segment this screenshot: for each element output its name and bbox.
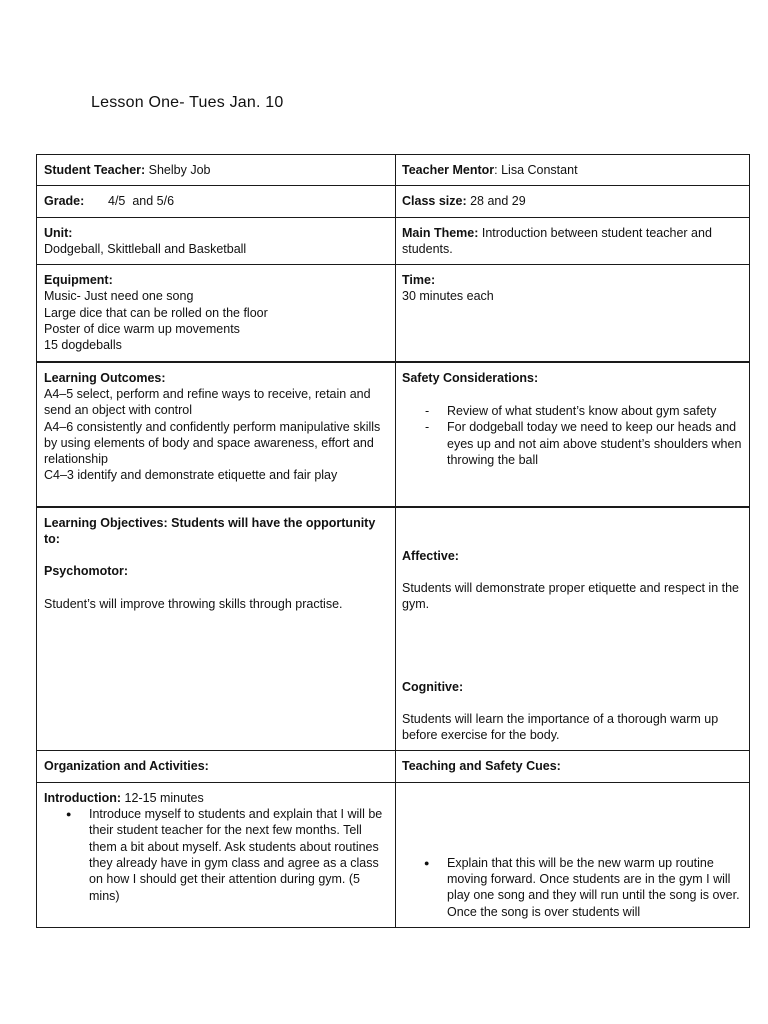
grade-value: 4/5 and 5/6 — [108, 194, 175, 209]
safety-list — [402, 403, 742, 468]
lesson-plan-table — [36, 154, 750, 928]
introduction-duration: 12-15 minutes — [121, 790, 204, 805]
learning-objectives-label: Learning Objectives: Students will have the opportunity to: — [44, 515, 376, 546]
warmup-cue-item: ● Explain that this will be the new warm up routine moving forward. Once students are in the gym I will play one song and they will run until the song is over. Once the song is over students will — [402, 855, 742, 920]
equipment-item: 15 dogdeballs — [44, 338, 122, 353]
psychomotor-label: Psychomotor: — [44, 564, 129, 579]
teacher-mentor-cell — [396, 155, 750, 186]
unit-label: Unit: — [44, 225, 73, 240]
unit-value: Dodgeball, Skittleball and Basketball — [44, 241, 247, 256]
time-value: 30 minutes each — [402, 289, 494, 304]
learning-outcomes-cell — [37, 362, 396, 507]
equipment-item: Music- Just need one song — [44, 289, 194, 304]
learning-outcome-item: A4–5 select, perform and refine ways to receive, retain and send an object with control — [44, 386, 371, 418]
teacher-mentor-label: Teacher Mentor — [402, 163, 495, 177]
student-teacher-label: Student Teacher: — [44, 163, 146, 177]
learning-outcomes-label: Learning Outcomes: — [44, 370, 166, 385]
psychomotor-text: Student’s will improve throwing skills through practise. — [44, 596, 343, 611]
main-theme-cell — [396, 217, 750, 265]
organization-header: Organization and Activities: — [44, 759, 209, 774]
introduction-list — [44, 806, 388, 904]
safety-considerations-label: Safety Considerations: — [402, 370, 539, 385]
affective-label: Affective: — [402, 548, 459, 563]
main-theme-label: Main Theme: — [402, 225, 479, 240]
warmup-cue-list — [402, 855, 742, 920]
student-teacher-cell — [37, 155, 396, 186]
class-size-cell — [396, 186, 750, 217]
introduction-label: Introduction: — [44, 790, 122, 805]
main-theme-value: Introduction between student teacher and students. — [402, 225, 712, 256]
teaching-cues-header-cell — [396, 751, 750, 782]
learning-objectives-cell — [37, 507, 396, 751]
learning-outcome-item: A4–6 consistently and confidently perform manipulative skills by using elements of body and space awareness, effort and relationship — [44, 419, 381, 467]
time-cell — [396, 265, 750, 362]
class-size-label: Class size: — [402, 194, 467, 209]
safety-considerations-cell — [396, 362, 750, 507]
equipment-label: Equipment: — [44, 273, 113, 288]
unit-cell — [37, 217, 396, 265]
teacher-mentor-value: : Lisa Constant — [494, 163, 578, 177]
domains-cell — [396, 507, 750, 751]
introduction-cell — [37, 782, 396, 927]
safety-item: - For dodgeball today we need to keep our heads and eyes up and not aim above student’s shoulders when throwing the ball — [402, 419, 742, 468]
cognitive-label: Cognitive: — [402, 679, 464, 694]
affective-text: Students will demonstrate proper etiquette and respect in the gym. — [402, 580, 740, 612]
warmup-cue-cell — [396, 782, 750, 927]
teaching-cues-header: Teaching and Safety Cues: — [402, 759, 561, 774]
grade-cell — [37, 186, 396, 217]
lesson-title: Lesson One- Tues Jan. 10 — [91, 94, 284, 111]
learning-outcome-item: C4–3 identify and demonstrate etiquette and fair play — [44, 468, 338, 483]
class-size-value: 28 and 29 — [466, 194, 526, 209]
equipment-item: Large dice that can be rolled on the floor — [44, 305, 268, 320]
grade-label: Grade: — [44, 194, 85, 209]
cognitive-text: Students will learn the importance of a thorough warm up before exercise for the body. — [402, 711, 719, 743]
equipment-cell — [37, 265, 396, 362]
introduction-item: ● Introduce myself to students and explain that I will be their student teacher for the next few months. Tell them a bit about myself. Ask students about routines they already have in gym class and agree as a class on how I should get their attention during gym. (5 mins) — [44, 806, 388, 904]
safety-item: - Review of what student’s know about gym safety — [402, 403, 742, 419]
time-label: Time: — [402, 273, 436, 288]
equipment-item: Poster of dice warm up movements — [44, 322, 240, 337]
organization-header-cell — [37, 751, 396, 782]
student-teacher-value: Shelby Job — [145, 163, 211, 177]
